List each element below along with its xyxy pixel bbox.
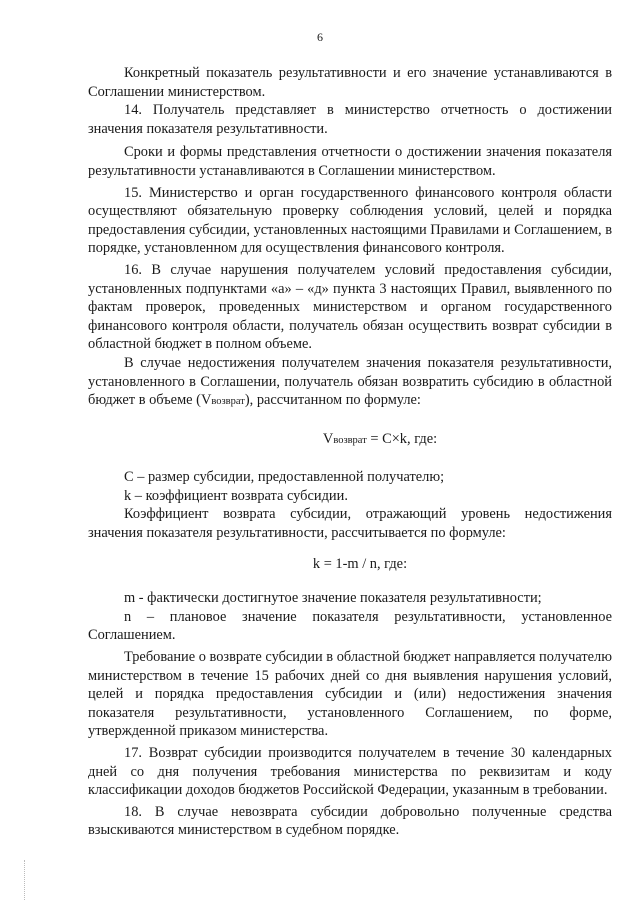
paragraph-refund-volume-text: В случае недостижения получателем значения показателя результативности, установленного в Соглашении, получатель обязан возвратить субсидию в областной бюджет в объеме (V bbox=[88, 354, 612, 409]
definition-c: С – размер субсидии, предоставленной получателю; bbox=[124, 469, 445, 486]
definition-m: m - фактически достигнутое значение показателя результативности; bbox=[124, 590, 542, 607]
paragraph-14: 14. Получатель представляет в министерство отчетность о достижении значения показателя результативности. bbox=[88, 102, 612, 137]
page-number: 6 bbox=[317, 30, 323, 44]
paragraph-15: 15. Министерство и орган государственного финансового контроля области осуществляют обязательную проверку соблюдения условий, целей и порядка предоставления субсидии, установленных настоящими Правилами и Соглашением, в порядке, установленном для осуществления финансового контроля. bbox=[88, 184, 612, 257]
formula-refund-expression: = C×k, где: bbox=[366, 430, 438, 447]
paragraph-refund-volume bbox=[88, 354, 612, 412]
definition-n: n – плановое значение показателя результативности, установленное Соглашением. bbox=[88, 608, 612, 644]
scan-margin-marks bbox=[24, 860, 29, 900]
formula-coefficient: k = 1-m / n, где: bbox=[312, 555, 408, 572]
paragraph-reporting-terms: Сроки и формы представления отчетности о достижении значения показателя результативности устанавливаются в Соглашении министерством. bbox=[88, 144, 612, 179]
definition-k: k – коэффициент возврата субсидии. bbox=[124, 487, 348, 504]
paragraph-indicator-definition: Конкретный показатель результативности и его значение устанавливаются в Соглашении министерством. bbox=[88, 65, 612, 100]
paragraph-refund-volume-end: ), рассчитанном по формуле: bbox=[244, 392, 421, 409]
formula-refund-subscript: возврат bbox=[333, 434, 367, 446]
paragraph-16: 16. В случае нарушения получателем условий предоставления субсидии, установленных подпунктами «а» – «д» пункта 3 настоящих Правил, выявленного по фактам проверок, проведенных министерством и органом государственного финансового контроля области, получатель обязан осуществить возврат субсидии в областной бюджет в полном объеме. bbox=[88, 261, 612, 353]
paragraph-coefficient: Коэффициент возврата субсидии, отражающий уровень недостижения значения показателя результативности, рассчитывается по формуле: bbox=[88, 506, 612, 542]
formula-refund-symbol: V bbox=[322, 430, 334, 447]
refund-subscript: возврат bbox=[211, 396, 245, 408]
paragraph-18: 18. В случае невозврата субсидии добровольно полученные средства взыскиваются министерством в судебном порядке. bbox=[88, 803, 612, 839]
formula-refund bbox=[88, 430, 612, 451]
paragraph-17: 17. Возврат субсидии производится получателем в течение 30 календарных дней со дня получения требования министерства по реквизитам и коду классификации доходов бюджетов Российской Федерации, указанным в требовании. bbox=[88, 745, 612, 799]
paragraph-refund-demand: Требование о возврате субсидии в областной бюджет направляется получателю министерством в течение 15 рабочих дней со дня выявления нарушения условий, целей и порядка предоставления субсидии и (или) недостижения значения показателя результативности, установленного Соглашением, по форме, утвержденной приказом министерства. bbox=[88, 649, 612, 740]
document-body bbox=[88, 64, 612, 840]
